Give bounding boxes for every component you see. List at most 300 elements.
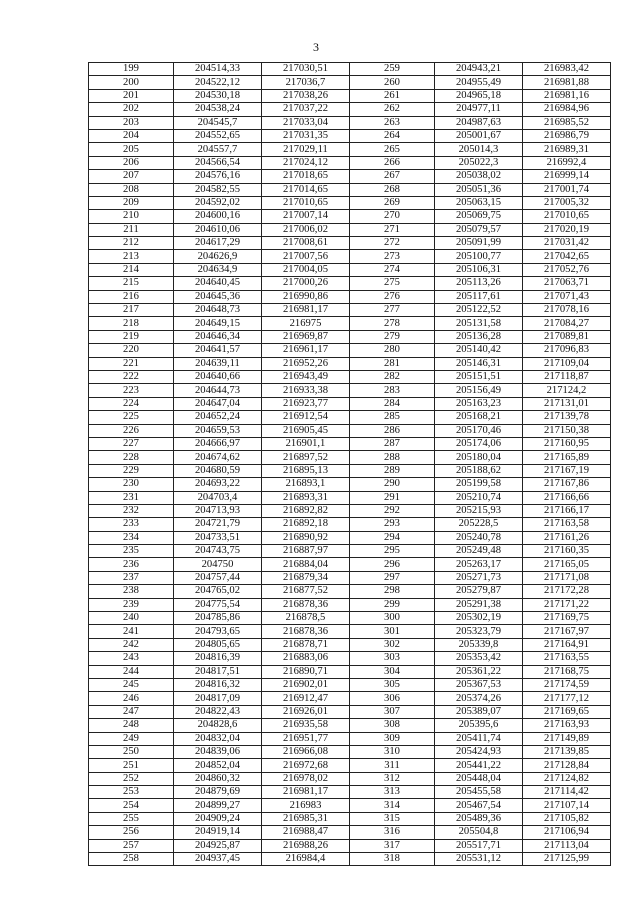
x-coordinate-cell: 204713,93 — [174, 504, 262, 517]
x-coordinate-cell: 205069,75 — [435, 210, 523, 223]
table-row — [89, 304, 611, 317]
table-row — [89, 277, 611, 290]
point-number-cell: 214 — [89, 263, 174, 276]
point-number-cell: 208 — [89, 183, 174, 196]
y-coordinate-cell: 217118,87 — [523, 370, 611, 383]
point-number-cell: 289 — [350, 464, 435, 477]
x-coordinate-cell: 205170,46 — [435, 424, 523, 437]
point-number-cell: 280 — [350, 344, 435, 357]
point-number-cell: 300 — [350, 612, 435, 625]
point-number-cell: 227 — [89, 437, 174, 450]
table-row — [89, 812, 611, 825]
point-number-cell: 312 — [350, 772, 435, 785]
y-coordinate-cell: 217018,65 — [262, 170, 350, 183]
x-coordinate-cell: 204805,65 — [174, 638, 262, 651]
x-coordinate-cell: 205424,93 — [435, 745, 523, 758]
y-coordinate-cell: 217030,51 — [262, 63, 350, 76]
table-row — [89, 116, 611, 129]
y-coordinate-cell: 216990,86 — [262, 290, 350, 303]
point-number-cell: 283 — [350, 384, 435, 397]
y-coordinate-cell: 216890,71 — [262, 665, 350, 678]
table-row — [89, 692, 611, 705]
point-number-cell: 211 — [89, 223, 174, 236]
x-coordinate-cell: 205249,48 — [435, 545, 523, 558]
y-coordinate-cell: 217010,65 — [262, 196, 350, 209]
x-coordinate-cell: 204955,49 — [435, 76, 523, 89]
x-coordinate-cell: 204733,51 — [174, 531, 262, 544]
y-coordinate-cell: 217160,95 — [523, 437, 611, 450]
x-coordinate-cell: 204649,15 — [174, 317, 262, 330]
point-number-cell: 266 — [350, 156, 435, 169]
y-coordinate-cell: 217163,93 — [523, 719, 611, 732]
x-coordinate-cell: 204666,97 — [174, 437, 262, 450]
y-coordinate-cell: 216905,45 — [262, 424, 350, 437]
table-row — [89, 678, 611, 691]
point-number-cell: 282 — [350, 370, 435, 383]
point-number-cell: 291 — [350, 491, 435, 504]
x-coordinate-cell: 204765,02 — [174, 585, 262, 598]
x-coordinate-cell: 204576,16 — [174, 170, 262, 183]
x-coordinate-cell: 205180,04 — [435, 451, 523, 464]
table-row — [89, 518, 611, 531]
x-coordinate-cell: 205136,28 — [435, 330, 523, 343]
point-number-cell: 200 — [89, 76, 174, 89]
x-coordinate-cell: 204822,43 — [174, 705, 262, 718]
point-number-cell: 218 — [89, 317, 174, 330]
y-coordinate-cell: 217164,91 — [523, 638, 611, 651]
table-row — [89, 143, 611, 156]
point-number-cell: 264 — [350, 129, 435, 142]
y-coordinate-cell: 216999,14 — [523, 170, 611, 183]
y-coordinate-cell: 217161,26 — [523, 531, 611, 544]
x-coordinate-cell: 205361,22 — [435, 665, 523, 678]
y-coordinate-cell: 217177,12 — [523, 692, 611, 705]
table-row — [89, 839, 611, 852]
x-coordinate-cell: 205001,67 — [435, 129, 523, 142]
x-coordinate-cell: 205022,3 — [435, 156, 523, 169]
y-coordinate-cell: 216902,01 — [262, 678, 350, 691]
y-coordinate-cell: 216892,82 — [262, 504, 350, 517]
x-coordinate-cell: 204566,54 — [174, 156, 262, 169]
table-row — [89, 786, 611, 799]
point-number-cell: 212 — [89, 237, 174, 250]
table-row — [89, 411, 611, 424]
x-coordinate-cell: 204965,18 — [435, 89, 523, 102]
point-number-cell: 199 — [89, 63, 174, 76]
table-row — [89, 826, 611, 839]
y-coordinate-cell: 216981,17 — [262, 786, 350, 799]
x-coordinate-cell: 205291,38 — [435, 598, 523, 611]
point-number-cell: 308 — [350, 719, 435, 732]
y-coordinate-cell: 217089,81 — [523, 330, 611, 343]
y-coordinate-cell: 216878,5 — [262, 612, 350, 625]
x-coordinate-cell: 205279,87 — [435, 585, 523, 598]
x-coordinate-cell: 204937,45 — [174, 853, 262, 866]
table-row — [89, 759, 611, 772]
x-coordinate-cell: 204828,6 — [174, 719, 262, 732]
y-coordinate-cell: 217024,12 — [262, 156, 350, 169]
table-row — [89, 612, 611, 625]
point-number-cell: 306 — [350, 692, 435, 705]
y-coordinate-cell: 216893,31 — [262, 491, 350, 504]
y-coordinate-cell: 217014,65 — [262, 183, 350, 196]
y-coordinate-cell: 217160,35 — [523, 545, 611, 558]
x-coordinate-cell: 205302,19 — [435, 612, 523, 625]
point-number-cell: 251 — [89, 759, 174, 772]
y-coordinate-cell: 217113,04 — [523, 839, 611, 852]
y-coordinate-cell: 217038,26 — [262, 89, 350, 102]
x-coordinate-cell: 204645,36 — [174, 290, 262, 303]
point-number-cell: 226 — [89, 424, 174, 437]
y-coordinate-cell: 216992,4 — [523, 156, 611, 169]
point-number-cell: 260 — [350, 76, 435, 89]
x-coordinate-cell: 204817,51 — [174, 665, 262, 678]
y-coordinate-cell: 217004,05 — [262, 263, 350, 276]
y-coordinate-cell: 216878,36 — [262, 625, 350, 638]
y-coordinate-cell: 217096,83 — [523, 344, 611, 357]
table-row — [89, 76, 611, 89]
point-number-cell: 254 — [89, 799, 174, 812]
table-row — [89, 103, 611, 116]
table-row — [89, 317, 611, 330]
y-coordinate-cell: 216969,87 — [262, 330, 350, 343]
point-number-cell: 287 — [350, 437, 435, 450]
x-coordinate-cell: 204793,65 — [174, 625, 262, 638]
point-number-cell: 259 — [350, 63, 435, 76]
point-number-cell: 215 — [89, 277, 174, 290]
x-coordinate-cell: 204839,06 — [174, 745, 262, 758]
x-coordinate-cell: 204925,87 — [174, 839, 262, 852]
point-number-cell: 236 — [89, 558, 174, 571]
y-coordinate-cell: 217000,26 — [262, 277, 350, 290]
y-coordinate-cell: 217172,28 — [523, 585, 611, 598]
point-number-cell: 253 — [89, 786, 174, 799]
point-number-cell: 265 — [350, 143, 435, 156]
point-number-cell: 299 — [350, 598, 435, 611]
point-number-cell: 277 — [350, 304, 435, 317]
x-coordinate-cell: 204987,63 — [435, 116, 523, 129]
table-row — [89, 451, 611, 464]
table-row — [89, 799, 611, 812]
x-coordinate-cell: 205188,62 — [435, 464, 523, 477]
y-coordinate-cell: 216879,34 — [262, 571, 350, 584]
y-coordinate-cell: 217167,86 — [523, 478, 611, 491]
y-coordinate-cell: 217165,89 — [523, 451, 611, 464]
y-coordinate-cell: 217169,65 — [523, 705, 611, 718]
point-number-cell: 307 — [350, 705, 435, 718]
x-coordinate-cell: 205389,07 — [435, 705, 523, 718]
x-coordinate-cell: 204860,32 — [174, 772, 262, 785]
point-number-cell: 276 — [350, 290, 435, 303]
x-coordinate-cell: 205395,6 — [435, 719, 523, 732]
x-coordinate-cell: 205100,77 — [435, 250, 523, 263]
x-coordinate-cell: 205263,17 — [435, 558, 523, 571]
point-number-cell: 267 — [350, 170, 435, 183]
x-coordinate-cell: 204641,57 — [174, 344, 262, 357]
x-coordinate-cell: 205156,49 — [435, 384, 523, 397]
point-number-cell: 238 — [89, 585, 174, 598]
y-coordinate-cell: 216989,31 — [523, 143, 611, 156]
point-number-cell: 230 — [89, 478, 174, 491]
table-row — [89, 464, 611, 477]
x-coordinate-cell: 205051,36 — [435, 183, 523, 196]
x-coordinate-cell: 204600,16 — [174, 210, 262, 223]
table-row — [89, 290, 611, 303]
coordinates-table-body — [89, 63, 611, 866]
y-coordinate-cell: 217109,04 — [523, 357, 611, 370]
point-number-cell: 234 — [89, 531, 174, 544]
point-number-cell: 222 — [89, 370, 174, 383]
point-number-cell: 305 — [350, 678, 435, 691]
point-number-cell: 244 — [89, 665, 174, 678]
x-coordinate-cell: 204757,44 — [174, 571, 262, 584]
point-number-cell: 262 — [350, 103, 435, 116]
point-number-cell: 201 — [89, 89, 174, 102]
x-coordinate-cell: 204977,11 — [435, 103, 523, 116]
point-number-cell: 286 — [350, 424, 435, 437]
table-row — [89, 638, 611, 651]
x-coordinate-cell: 205517,71 — [435, 839, 523, 852]
table-row — [89, 719, 611, 732]
y-coordinate-cell: 217008,61 — [262, 237, 350, 250]
table-row — [89, 652, 611, 665]
x-coordinate-cell: 204659,53 — [174, 424, 262, 437]
x-coordinate-cell: 204785,86 — [174, 612, 262, 625]
point-number-cell: 292 — [350, 504, 435, 517]
x-coordinate-cell: 205323,79 — [435, 625, 523, 638]
y-coordinate-cell: 216984,96 — [523, 103, 611, 116]
point-number-cell: 252 — [89, 772, 174, 785]
y-coordinate-cell: 216923,77 — [262, 397, 350, 410]
point-number-cell: 249 — [89, 732, 174, 745]
x-coordinate-cell: 204514,33 — [174, 63, 262, 76]
y-coordinate-cell: 217006,02 — [262, 223, 350, 236]
y-coordinate-cell: 216933,38 — [262, 384, 350, 397]
point-number-cell: 256 — [89, 826, 174, 839]
x-coordinate-cell: 205131,58 — [435, 317, 523, 330]
point-number-cell: 274 — [350, 263, 435, 276]
x-coordinate-cell: 204816,39 — [174, 652, 262, 665]
x-coordinate-cell: 204644,73 — [174, 384, 262, 397]
table-row — [89, 170, 611, 183]
point-number-cell: 237 — [89, 571, 174, 584]
x-coordinate-cell: 205146,31 — [435, 357, 523, 370]
table-row — [89, 491, 611, 504]
y-coordinate-cell: 216877,52 — [262, 585, 350, 598]
point-number-cell: 203 — [89, 116, 174, 129]
y-coordinate-cell: 216972,68 — [262, 759, 350, 772]
point-number-cell: 311 — [350, 759, 435, 772]
y-coordinate-cell: 216895,13 — [262, 464, 350, 477]
table-row — [89, 424, 611, 437]
x-coordinate-cell: 204646,34 — [174, 330, 262, 343]
point-number-cell: 250 — [89, 745, 174, 758]
point-number-cell: 270 — [350, 210, 435, 223]
point-number-cell: 229 — [89, 464, 174, 477]
point-number-cell: 217 — [89, 304, 174, 317]
y-coordinate-cell: 217031,42 — [523, 237, 611, 250]
y-coordinate-cell: 217124,2 — [523, 384, 611, 397]
x-coordinate-cell: 205531,12 — [435, 853, 523, 866]
point-number-cell: 295 — [350, 545, 435, 558]
y-coordinate-cell: 216901,1 — [262, 437, 350, 450]
x-coordinate-cell: 204617,29 — [174, 237, 262, 250]
x-coordinate-cell: 204693,22 — [174, 478, 262, 491]
point-number-cell: 298 — [350, 585, 435, 598]
point-number-cell: 294 — [350, 531, 435, 544]
y-coordinate-cell: 217169,75 — [523, 612, 611, 625]
table-row — [89, 705, 611, 718]
y-coordinate-cell: 216884,04 — [262, 558, 350, 571]
table-row — [89, 384, 611, 397]
y-coordinate-cell: 217105,82 — [523, 812, 611, 825]
y-coordinate-cell: 217031,35 — [262, 129, 350, 142]
point-number-cell: 297 — [350, 571, 435, 584]
x-coordinate-cell: 204832,04 — [174, 732, 262, 745]
point-number-cell: 245 — [89, 678, 174, 691]
table-row — [89, 129, 611, 142]
table-row — [89, 437, 611, 450]
y-coordinate-cell: 216912,54 — [262, 411, 350, 424]
y-coordinate-cell: 216952,26 — [262, 357, 350, 370]
y-coordinate-cell: 217174,59 — [523, 678, 611, 691]
point-number-cell: 240 — [89, 612, 174, 625]
x-coordinate-cell: 204582,55 — [174, 183, 262, 196]
table-row — [89, 156, 611, 169]
x-coordinate-cell: 204640,66 — [174, 370, 262, 383]
y-coordinate-cell: 216887,97 — [262, 545, 350, 558]
point-number-cell: 210 — [89, 210, 174, 223]
point-number-cell: 279 — [350, 330, 435, 343]
point-number-cell: 310 — [350, 745, 435, 758]
y-coordinate-cell: 216981,16 — [523, 89, 611, 102]
x-coordinate-cell: 205113,26 — [435, 277, 523, 290]
x-coordinate-cell: 205117,61 — [435, 290, 523, 303]
x-coordinate-cell: 205014,3 — [435, 143, 523, 156]
y-coordinate-cell: 216926,01 — [262, 705, 350, 718]
table-row — [89, 504, 611, 517]
page-number: 3 — [313, 40, 319, 54]
y-coordinate-cell: 216897,52 — [262, 451, 350, 464]
table-row — [89, 250, 611, 263]
x-coordinate-cell: 204634,9 — [174, 263, 262, 276]
point-number-cell: 248 — [89, 719, 174, 732]
table-row — [89, 598, 611, 611]
x-coordinate-cell: 205339,8 — [435, 638, 523, 651]
y-coordinate-cell: 217125,99 — [523, 853, 611, 866]
table-row — [89, 63, 611, 76]
point-number-cell: 316 — [350, 826, 435, 839]
table-row — [89, 397, 611, 410]
x-coordinate-cell: 204647,04 — [174, 397, 262, 410]
y-coordinate-cell: 217010,65 — [523, 210, 611, 223]
y-coordinate-cell: 217071,43 — [523, 290, 611, 303]
y-coordinate-cell: 217128,84 — [523, 759, 611, 772]
y-coordinate-cell: 216951,77 — [262, 732, 350, 745]
x-coordinate-cell: 205174,06 — [435, 437, 523, 450]
y-coordinate-cell: 217149,89 — [523, 732, 611, 745]
x-coordinate-cell: 205210,74 — [435, 491, 523, 504]
x-coordinate-cell: 205168,21 — [435, 411, 523, 424]
point-number-cell: 317 — [350, 839, 435, 852]
x-coordinate-cell: 204530,18 — [174, 89, 262, 102]
point-number-cell: 221 — [89, 357, 174, 370]
point-number-cell: 318 — [350, 853, 435, 866]
x-coordinate-cell: 205441,22 — [435, 759, 523, 772]
x-coordinate-cell: 205411,74 — [435, 732, 523, 745]
point-number-cell: 209 — [89, 196, 174, 209]
y-coordinate-cell: 216935,58 — [262, 719, 350, 732]
x-coordinate-cell: 205140,42 — [435, 344, 523, 357]
point-number-cell: 275 — [350, 277, 435, 290]
point-number-cell: 273 — [350, 250, 435, 263]
y-coordinate-cell: 216984,4 — [262, 853, 350, 866]
x-coordinate-cell: 204775,54 — [174, 598, 262, 611]
point-number-cell: 235 — [89, 545, 174, 558]
y-coordinate-cell: 217171,22 — [523, 598, 611, 611]
y-coordinate-cell: 216983,42 — [523, 63, 611, 76]
y-coordinate-cell: 217007,56 — [262, 250, 350, 263]
point-number-cell: 216 — [89, 290, 174, 303]
table-row — [89, 357, 611, 370]
x-coordinate-cell: 204817,09 — [174, 692, 262, 705]
y-coordinate-cell: 217020,19 — [523, 223, 611, 236]
point-number-cell: 223 — [89, 384, 174, 397]
y-coordinate-cell: 217005,32 — [523, 196, 611, 209]
point-number-cell: 271 — [350, 223, 435, 236]
x-coordinate-cell: 204557,7 — [174, 143, 262, 156]
y-coordinate-cell: 217167,19 — [523, 464, 611, 477]
x-coordinate-cell: 205199,58 — [435, 478, 523, 491]
table-row — [89, 665, 611, 678]
y-coordinate-cell: 217063,71 — [523, 277, 611, 290]
table-row — [89, 745, 611, 758]
y-coordinate-cell: 217124,82 — [523, 772, 611, 785]
point-number-cell: 304 — [350, 665, 435, 678]
y-coordinate-cell: 216892,18 — [262, 518, 350, 531]
y-coordinate-cell: 216983 — [262, 799, 350, 812]
y-coordinate-cell: 216966,08 — [262, 745, 350, 758]
point-number-cell: 246 — [89, 692, 174, 705]
y-coordinate-cell: 217150,38 — [523, 424, 611, 437]
table-row — [89, 585, 611, 598]
y-coordinate-cell: 217166,66 — [523, 491, 611, 504]
table-row — [89, 263, 611, 276]
y-coordinate-cell: 217036,7 — [262, 76, 350, 89]
x-coordinate-cell: 204879,69 — [174, 786, 262, 799]
x-coordinate-cell: 204538,24 — [174, 103, 262, 116]
x-coordinate-cell: 204674,62 — [174, 451, 262, 464]
y-coordinate-cell: 217163,55 — [523, 652, 611, 665]
point-number-cell: 228 — [89, 451, 174, 464]
y-coordinate-cell: 216890,92 — [262, 531, 350, 544]
point-number-cell: 269 — [350, 196, 435, 209]
point-number-cell: 309 — [350, 732, 435, 745]
point-number-cell: 288 — [350, 451, 435, 464]
x-coordinate-cell: 204852,04 — [174, 759, 262, 772]
point-number-cell: 278 — [350, 317, 435, 330]
y-coordinate-cell: 216878,71 — [262, 638, 350, 651]
table-row — [89, 330, 611, 343]
x-coordinate-cell: 204816,32 — [174, 678, 262, 691]
x-coordinate-cell: 205467,54 — [435, 799, 523, 812]
table-row — [89, 732, 611, 745]
x-coordinate-cell: 205240,78 — [435, 531, 523, 544]
y-coordinate-cell: 217166,17 — [523, 504, 611, 517]
table-row — [89, 545, 611, 558]
x-coordinate-cell: 205374,26 — [435, 692, 523, 705]
table-row — [89, 558, 611, 571]
